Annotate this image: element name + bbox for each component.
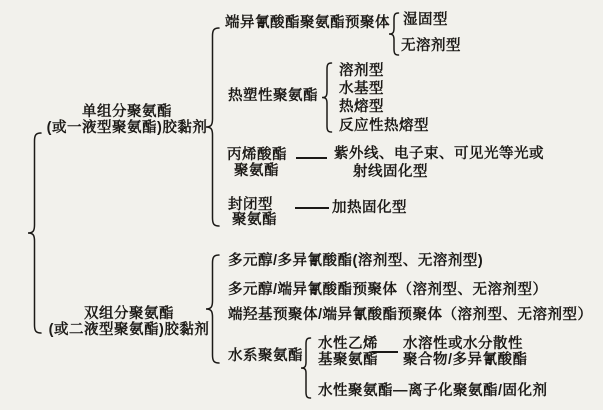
waterborne-brace bbox=[300, 337, 312, 399]
acrylate-connector-dash bbox=[296, 157, 327, 159]
blocked-connector-dash bbox=[295, 207, 329, 209]
outer-family-brace bbox=[27, 132, 43, 334]
leaf-solvent-free: 无溶剂型 bbox=[401, 38, 461, 54]
node-vinyl-pu-line1: 水性乙烯 bbox=[318, 336, 378, 352]
leaf-moisture-cure: 湿固型 bbox=[403, 12, 448, 28]
leaf-hot-melt-type: 热熔型 bbox=[339, 99, 384, 116]
node-hydroxyl-isocyanate-prepolymer: 端羟基预聚体/端异氰酸酯预聚体（溶剂型、无溶剂型） bbox=[228, 307, 593, 323]
group2-label bbox=[38, 306, 220, 338]
leaf-heat-cure: 加热固化型 bbox=[332, 200, 407, 216]
group1-label bbox=[36, 104, 218, 136]
node-thermoplastic-label: 热塑性聚氨酯 bbox=[228, 88, 318, 104]
vinyl-connector-dash bbox=[372, 351, 398, 353]
group2-brace bbox=[205, 254, 221, 364]
node-prepolymer-label: 端异氰酸酯聚氨酯预聚体 bbox=[225, 15, 390, 31]
group2-label-line2: (或二液型聚氨酯)胶黏剂 bbox=[48, 322, 210, 338]
node-acrylate-label-line1: 丙烯酸酯 bbox=[227, 147, 287, 163]
prepolymer-brace bbox=[388, 12, 400, 56]
group2-label-line1: 双组分聚氨酯 bbox=[84, 306, 174, 322]
group1-label-line2: (或一液型聚氨酯)胶黏剂 bbox=[46, 120, 208, 136]
group1-brace bbox=[205, 27, 221, 227]
leaf-solvent-type: 溶剂型 bbox=[339, 63, 384, 79]
node-blocked-label-line1: 封闭型 bbox=[228, 197, 273, 213]
leaf-ionic-pu: 水性聚氨酯—离子化聚氨酯/固化剂 bbox=[318, 383, 548, 399]
node-vinyl-pu-line2: 基聚氨酯 bbox=[318, 352, 378, 368]
leaf-water-dispersible-line1: 水溶性或水分散性 bbox=[403, 336, 523, 352]
thermoplastic-brace bbox=[321, 62, 333, 133]
leaf-reactive-hot-melt-type: 反应性热熔型 bbox=[339, 117, 429, 134]
leaf-water-based-type: 水基型 bbox=[339, 81, 384, 98]
node-blocked-label-line2: 聚氨酯 bbox=[232, 212, 277, 228]
node-polyol-prepolymer: 多元醇/端异氰酸酯预聚体（溶剂型、无溶剂型） bbox=[228, 282, 548, 298]
node-waterborne-label: 水系聚氨酯 bbox=[228, 348, 303, 364]
node-acrylate-label-line2: 聚氨酯 bbox=[234, 163, 279, 179]
node-polyol-polyisocyanate: 多元醇/多异氰酸酯(溶剂型、无溶剂型) bbox=[228, 253, 484, 269]
leaf-radiation-cure-line1: 紫外线、电子束、可见光等光或 bbox=[334, 146, 544, 162]
leaf-water-dispersible-line2: 聚合物/多异氰酸酯 bbox=[403, 352, 528, 368]
leaf-radiation-cure-line2: 射线固化型 bbox=[353, 164, 428, 180]
thermoplastic-item-list bbox=[339, 62, 429, 135]
group1-label-line1: 单组分聚氨酯 bbox=[82, 104, 172, 120]
